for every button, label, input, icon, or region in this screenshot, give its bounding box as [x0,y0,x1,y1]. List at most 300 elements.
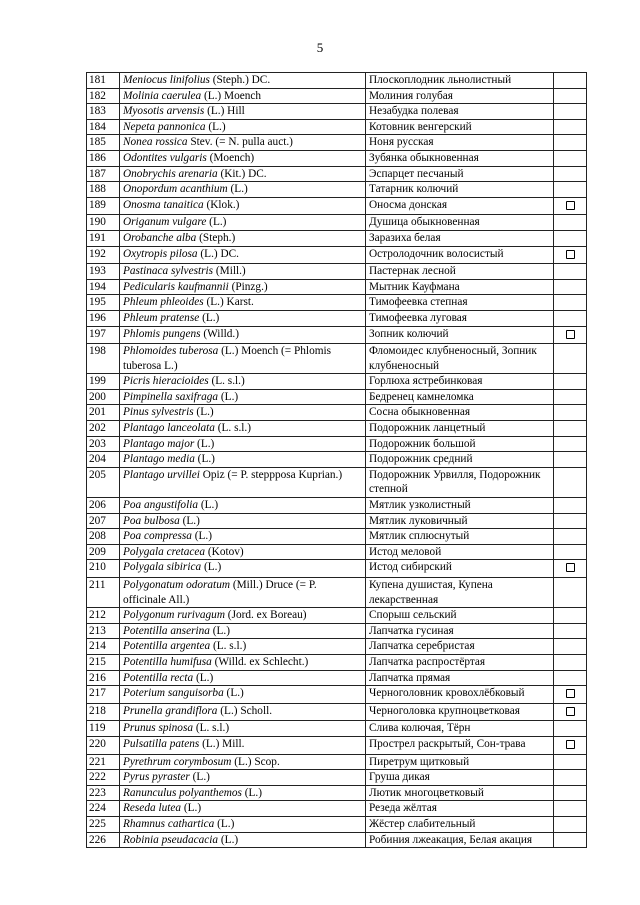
row-number: 199 [87,374,120,390]
latin-name: Potentilla humifusa [123,655,212,668]
row-number: 225 [87,816,120,832]
mark-cell [554,436,587,452]
latin-name: Phleum pratense [123,311,200,324]
russian-name: Подорожник ланцетный [366,421,554,437]
author-citation: (L.) [218,833,239,846]
row-number: 209 [87,544,120,560]
latin-name: Potentilla recta [123,671,194,684]
latin-name-cell [120,623,366,639]
latin-name-cell [120,754,366,770]
table-row [87,421,587,437]
row-number: 184 [87,119,120,135]
russian-name: Лапчатка серебристая [366,639,554,655]
row-number: 201 [87,405,120,421]
author-citation: (L.) Karst. [203,296,254,309]
russian-name: Незабудка полевая [366,104,554,120]
author-citation: (L.) DC. [197,247,239,260]
latin-name-cell [120,467,366,497]
latin-name: Nonea rossica [123,136,188,149]
mark-cell [554,279,587,295]
latin-name-cell [120,513,366,529]
mark-cell [554,310,587,326]
latin-name: Prunus spinosa [123,722,193,735]
author-citation: (L.) [223,687,244,700]
russian-name: Истод меловой [366,544,554,560]
author-citation: (L.) [179,514,200,527]
mark-cell [554,721,587,737]
row-number: 193 [87,264,120,280]
mark-cell [554,215,587,231]
mark-cell [554,670,587,686]
row-number: 197 [87,326,120,344]
row-number: 202 [87,421,120,437]
latin-name-cell [120,436,366,452]
row-number: 218 [87,703,120,721]
mark-cell [554,197,587,215]
table-row [87,182,587,198]
table-row [87,119,587,135]
mark-cell [554,166,587,182]
russian-name: Душица обыкновенная [366,215,554,231]
author-citation: (L.) [241,786,262,799]
russian-name: Подорожник средний [366,452,554,468]
mark-cell [554,654,587,670]
latin-name-cell [120,279,366,295]
author-citation: (L.) [194,437,215,450]
latin-name-cell [120,182,366,198]
latin-name: Nepeta pannonica [123,120,206,133]
latin-name: Phlomoides tuberosa [123,345,219,358]
table-row [87,326,587,344]
author-citation: (L.) [193,671,214,684]
table-row [87,230,587,246]
russian-name: Лапчатка прямая [366,670,554,686]
row-number: 212 [87,608,120,624]
latin-name: Plantago urvillei [123,468,200,481]
table-row [87,405,587,421]
latin-name: Picris hieracioides [123,375,209,388]
row-number: 226 [87,832,120,848]
latin-name-cell [120,578,366,608]
author-citation: (L.) Mill. [199,737,245,750]
latin-name-cell [120,654,366,670]
square-checkbox-icon [566,201,575,210]
latin-name-cell [120,529,366,545]
latin-name-cell [120,104,366,120]
latin-name: Pyrus pyraster [123,771,190,784]
latin-name-cell [120,421,366,437]
author-citation: (L. s.l.) [193,722,230,735]
table-row [87,703,587,721]
latin-name: Polygonum rurivagum [123,609,225,622]
square-checkbox-icon [566,250,575,259]
mark-cell [554,785,587,801]
latin-name-cell [120,197,366,215]
mark-cell [554,295,587,311]
table-row [87,770,587,786]
author-citation: (L.) [198,499,219,512]
latin-name-cell [120,326,366,344]
russian-name: Подорожник Урвилля, Подорожник степной [366,467,554,497]
latin-name: Poterium sanguisorba [123,687,224,700]
table-row [87,215,587,231]
mark-cell [554,529,587,545]
latin-name: Pastinaca sylvestris [123,265,214,278]
latin-name: Poa bulbosa [123,514,180,527]
latin-name-cell [120,310,366,326]
mark-cell [554,230,587,246]
latin-name: Pedicularis kaufmannii [123,280,229,293]
author-citation: (Kotov) [205,545,244,558]
latin-name-cell [120,770,366,786]
mark-cell [554,135,587,151]
table-row [87,639,587,655]
row-number: 191 [87,230,120,246]
latin-name-cell [120,832,366,848]
table-row [87,150,587,166]
author-citation: (Jord. ex Boreau) [224,609,307,622]
latin-name-cell [120,264,366,280]
latin-name: Potentilla argentea [123,640,211,653]
latin-name-cell [120,389,366,405]
table-row [87,654,587,670]
latin-name-cell [120,150,366,166]
latin-name-cell [120,374,366,390]
table-row [87,670,587,686]
latin-name: Ranunculus polyanthemos [123,786,242,799]
latin-name: Myosotis arvensis [123,105,205,118]
table-row [87,467,587,497]
mark-cell [554,88,587,104]
author-citation: (L.) [201,561,222,574]
row-number: 214 [87,639,120,655]
row-number: 185 [87,135,120,151]
latin-name: Odontites vulgaris [123,151,207,164]
latin-name-cell [120,560,366,578]
latin-name-cell [120,686,366,704]
latin-name: Onosma tanaitica [123,198,204,211]
russian-name: Истод сибирский [366,560,554,578]
latin-name-cell [120,785,366,801]
russian-name: Черноголовка крупноцветковая [366,703,554,721]
russian-name: Остролодочник волосистый [366,246,554,264]
latin-name-cell [120,135,366,151]
row-number: 207 [87,513,120,529]
mark-cell [554,801,587,817]
table-row [87,754,587,770]
row-number: 190 [87,215,120,231]
author-citation: (L.) Scop. [231,755,280,768]
mark-cell [554,686,587,704]
author-citation: (L.) [189,771,210,784]
mark-cell [554,246,587,264]
author-citation: (Steph.) DC. [209,74,271,86]
table-row [87,88,587,104]
latin-name-cell [120,405,366,421]
table-row [87,104,587,120]
latin-name-cell [120,215,366,231]
table-row [87,801,587,817]
latin-name: Polygala sibirica [123,561,202,574]
russian-name: Прострел раскрытый, Сон-трава [366,736,554,754]
latin-name-cell [120,608,366,624]
author-citation: (Mill.) Druce (= P. officinale All.) [123,579,317,606]
row-number: 224 [87,801,120,817]
table-row [87,785,587,801]
latin-name-cell [120,230,366,246]
russian-name: Горлюха ястребинковая [366,374,554,390]
latin-name: Poa angustifolia [123,499,199,512]
russian-name: Мятлик луковичный [366,513,554,529]
species-table-body [87,73,587,848]
table-row [87,736,587,754]
author-citation: (Moench) [206,151,255,164]
author-citation: (L. s.l.) [210,640,247,653]
russian-name: Татарник колючий [366,182,554,198]
row-number: 210 [87,560,120,578]
latin-name: Pimpinella saxifraga [123,390,219,403]
row-number: 223 [87,785,120,801]
author-citation: (L.) [205,120,226,133]
russian-name: Молиния голубая [366,88,554,104]
russian-name: Сосна обыкновенная [366,405,554,421]
table-row [87,310,587,326]
row-number: 213 [87,623,120,639]
russian-name: Пастернак лесной [366,264,554,280]
author-citation: (Mill.) [213,265,246,278]
row-number: 194 [87,279,120,295]
row-number: 203 [87,436,120,452]
author-citation: (Pinzg.) [228,280,268,293]
row-number: 186 [87,150,120,166]
latin-name-cell [120,670,366,686]
square-checkbox-icon [566,740,575,749]
row-number: 200 [87,389,120,405]
square-checkbox-icon [566,563,575,572]
russian-name: Жёстер слабительный [366,816,554,832]
latin-name-cell [120,73,366,89]
author-citation: (Willd.) [200,327,239,340]
latin-name: Plantago media [123,453,195,466]
mark-cell [554,344,587,374]
author-citation: (L.) Moench [201,89,262,102]
russian-name: Зопник колючий [366,326,554,344]
russian-name: Подорожник большой [366,436,554,452]
row-number: 205 [87,467,120,497]
latin-name-cell [120,816,366,832]
author-citation: (L.) [194,453,215,466]
table-row [87,560,587,578]
russian-name: Робиния лжеакация, Белая акация [366,832,554,848]
table-row [87,166,587,182]
row-number: 195 [87,295,120,311]
russian-name: Бедренец камнеломка [366,389,554,405]
latin-name-cell [120,246,366,264]
latin-name: Oxytropis pilosa [123,247,198,260]
mark-cell [554,326,587,344]
mark-cell [554,832,587,848]
latin-name-cell [120,703,366,721]
author-citation: (Willd. ex Schlecht.) [211,655,309,668]
row-number: 208 [87,529,120,545]
row-number: 211 [87,578,120,608]
table-row [87,498,587,514]
latin-name: Molinia caerulea [123,89,202,102]
mark-cell [554,560,587,578]
mark-cell [554,182,587,198]
author-citation: (L.) Scholl. [217,704,273,717]
table-row [87,436,587,452]
square-checkbox-icon [566,689,575,698]
row-number: 222 [87,770,120,786]
russian-name: Эспарцет песчаный [366,166,554,182]
mark-cell [554,513,587,529]
row-number: 221 [87,754,120,770]
latin-name: Robinia pseudacacia [123,833,219,846]
russian-name: Оносма донская [366,197,554,215]
latin-name: Phlomis pungens [123,327,201,340]
latin-name-cell [120,639,366,655]
table-row [87,73,587,89]
russian-name: Слива колючая, Тёрн [366,721,554,737]
latin-name: Polygonatum odoratum [123,579,231,591]
row-number: 216 [87,670,120,686]
row-number: 206 [87,498,120,514]
russian-name: Купена душистая, Купена лекарственная [366,578,554,608]
russian-name: Фломоидес клубненосный, Зопник клубненосный [366,344,554,374]
mark-cell [554,104,587,120]
author-citation: (Klok.) [203,198,240,211]
table-row [87,816,587,832]
row-number: 192 [87,246,120,264]
author-citation: (L.) [181,802,202,815]
row-number: 188 [87,182,120,198]
table-row [87,721,587,737]
square-checkbox-icon [566,707,575,716]
table-row [87,623,587,639]
row-number: 119 [87,721,120,737]
author-citation: (L.) Hill [204,105,245,118]
russian-name: Тимофеевка луговая [366,310,554,326]
latin-name-cell [120,119,366,135]
row-number: 182 [87,88,120,104]
latin-name-cell [120,498,366,514]
mark-cell [554,498,587,514]
author-citation: (L.) [214,817,235,830]
mark-cell [554,736,587,754]
russian-name: Плоскоплодник льнолистный [366,73,554,89]
table-row [87,578,587,608]
mark-cell [554,119,587,135]
table-row [87,608,587,624]
latin-name: Pulsatilla patens [123,737,200,750]
mark-cell [554,578,587,608]
mark-cell [554,608,587,624]
russian-name: Резеда жёлтая [366,801,554,817]
table-row [87,513,587,529]
table-row [87,832,587,848]
mark-cell [554,150,587,166]
mark-cell [554,770,587,786]
author-citation: (L.) [193,406,214,419]
author-citation: (L.) [209,624,230,637]
russian-name: Лютик многоцветковый [366,785,554,801]
latin-name-cell [120,295,366,311]
latin-name: Meniocus linifolius [123,74,210,86]
table-row [87,135,587,151]
mark-cell [554,467,587,497]
russian-name: Ноня русская [366,135,554,151]
latin-name: Polygala cretacea [123,545,206,558]
author-citation: (Kit.) DC. [217,167,267,180]
author-citation: Stev. (= N. pulla auct.) [187,136,293,149]
russian-name: Мытник Кауфмана [366,279,554,295]
table-row [87,686,587,704]
russian-name: Груша дикая [366,770,554,786]
russian-name: Мятлик сплюснутый [366,529,554,545]
table-row [87,374,587,390]
latin-name: Pinus sylvestris [123,406,194,419]
table-row [87,529,587,545]
mark-cell [554,623,587,639]
mark-cell [554,264,587,280]
row-number: 220 [87,736,120,754]
row-number: 183 [87,104,120,120]
table-row [87,246,587,264]
latin-name: Plantago lanceolata [123,422,215,435]
latin-name-cell [120,736,366,754]
mark-cell [554,639,587,655]
author-citation: (Steph.) [196,231,236,244]
mark-cell [554,816,587,832]
russian-name: Заразиха белая [366,230,554,246]
row-number: 189 [87,197,120,215]
table-row [87,295,587,311]
row-number: 196 [87,310,120,326]
latin-name: Onopordum acanthium [123,183,228,196]
latin-name: Phleum phleoides [123,296,204,309]
russian-name: Зубянка обыкновенная [366,150,554,166]
author-citation: (L.) [206,216,227,229]
russian-name: Спорыш сельский [366,608,554,624]
latin-name-cell [120,166,366,182]
author-citation: (L. s.l.) [214,422,252,435]
russian-name: Тимофеевка степная [366,295,554,311]
latin-name-cell [120,452,366,468]
row-number: 204 [87,452,120,468]
table-row [87,389,587,405]
latin-name: Onobrychis arenaria [123,167,218,180]
latin-name-cell [120,544,366,560]
mark-cell [554,405,587,421]
table-row [87,452,587,468]
table-row [87,279,587,295]
row-number: 215 [87,654,120,670]
table-row [87,264,587,280]
latin-name: Poa compressa [123,530,192,543]
latin-name-cell [120,721,366,737]
latin-name-cell [120,88,366,104]
russian-name: Котовник венгерский [366,119,554,135]
latin-name: Pyrethrum corymbosum [123,755,232,768]
russian-name: Лапчатка гусиная [366,623,554,639]
table-row [87,197,587,215]
latin-name: Plantago major [123,437,195,450]
mark-cell [554,703,587,721]
mark-cell [554,389,587,405]
russian-name: Пиретрум щитковый [366,754,554,770]
row-number: 187 [87,166,120,182]
